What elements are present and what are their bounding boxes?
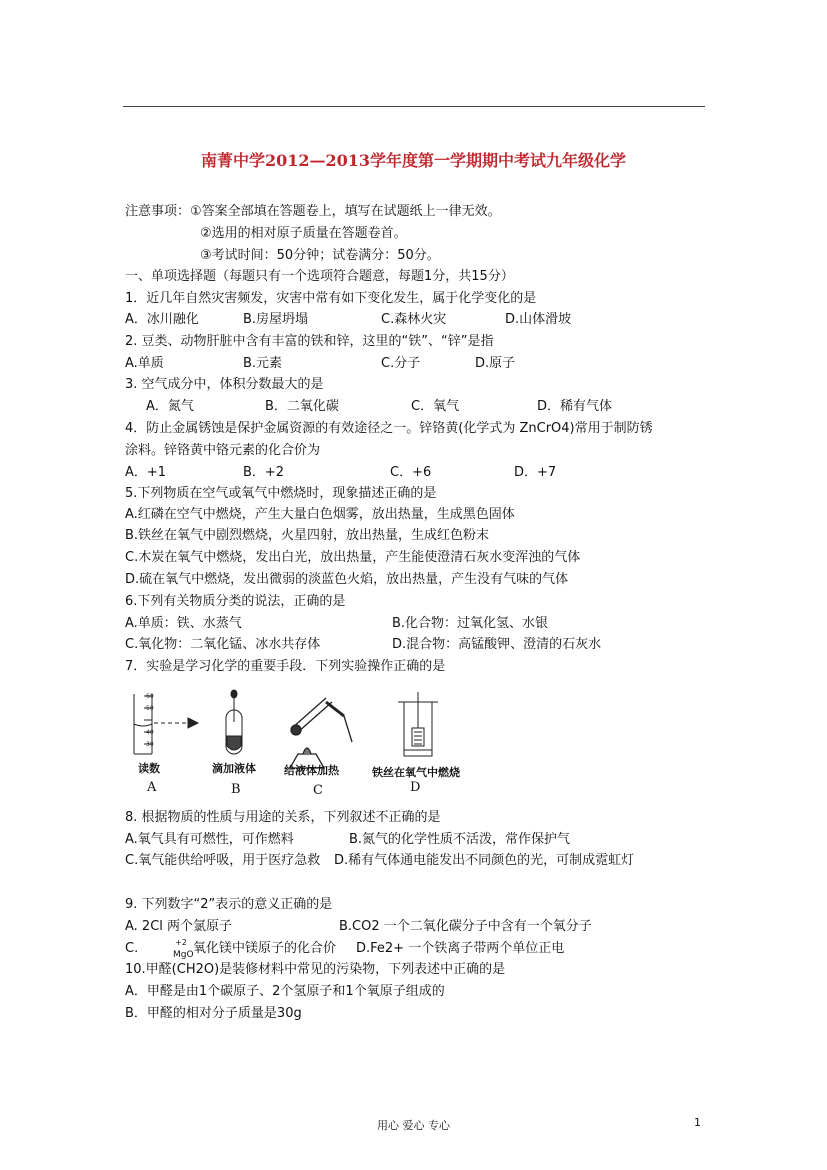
q9-formula: MgO [173,950,194,960]
q4-stem-line1: 4．防止金属锈蚀是保护金属资源的有效途径之一。锌铬黄(化学式为 ZnCrO4)常用于制防锈 [125,421,653,436]
q3-stem: 3. 空气成分中，体积分数最大的是 [125,377,324,392]
q5-option-a: A.红磷在空气中燃烧，产生大量白色烟雾，放出热量，生成黑色固体 [125,507,515,522]
q2-option-a: A.单质 [125,356,164,371]
q9-option-d: D.Fe2+ 一个铁离子带两个单位正电 [356,941,565,956]
notice-line-2: ②选用的相对原子质量在答题卷首。 [200,226,407,241]
q7-letter-a: A [147,780,157,795]
q9-valence-sup: +2 [175,938,187,947]
q4-option-b: B．+2 [243,465,285,480]
q5-option-d: D.硫在氧气中燃烧，发出微弱的淡蓝色火焰，放出热量，产生没有气味的气体 [125,572,569,587]
q3-option-d: D．稀有气体 [537,399,613,414]
q8-stem: 8. 根据物质的性质与用途的关系，下列叙述不正确的是 [125,810,441,825]
q9-option-c-text: 氧化镁中镁原子的化合价 [193,941,337,956]
q10-option-a: A．甲醛是由1个碳原子、2个氢原子和1个氧原子组成的 [125,984,445,999]
scale-40-label: 40 [146,729,154,736]
exam-title: 南菁中学2012—2013学年度第一学期期中考试九年级化学 [200,151,627,170]
q7-experiment-figure [120,688,480,798]
iron-wire-combustion-image [398,692,438,756]
q2-option-d: D.原子 [475,356,516,371]
dropper-test-tube-image [226,690,242,754]
heating-liquid-image [290,698,352,768]
q7-stem: 7．实验是学习化学的重要手段．下列实验操作正确的是 [125,659,446,674]
q9-stem: 9. 下列数字“2”表示的意义正确的是 [125,897,333,912]
page-number: 1 [694,1116,701,1129]
q3-option-c: C．氧气 [411,399,460,414]
q9-option-a: A. 2Cl 两个氯原子 [125,919,233,934]
q7-caption-c: 给液体加热 [284,764,339,777]
scale-60-label: 60 [146,693,154,700]
q4-stem-line2: 涂料。锌铬黄中铬元素的化合价为 [125,443,321,458]
q5-stem: 5.下列物质在空气或氧气中燃烧时，现象描述正确的是 [125,486,437,501]
q4-option-d: D．+7 [514,465,557,480]
q7-letter-c: C [313,783,323,798]
notice-line-1: 注意事项：①答案全部填在答题卷上，填写在试题纸上一律无效。 [125,204,501,219]
section-heading: 一、单项选择题（每题只有一个选项符合题意，每题1分，共15分） [125,269,514,284]
scale-50-label: 50 [146,705,154,712]
q8-option-a: A.氧气具有可燃性，可作燃料 [125,832,294,847]
q4-option-a: A．+1 [125,465,167,480]
q6-option-a: A.单质：铁、水蒸气 [125,616,242,631]
q8-option-d: D.稀有气体通电能发出不同颜色的光，可制成霓虹灯 [334,853,635,868]
q7-letter-d: D [410,780,421,795]
q3-option-b: B．二氧化碳 [265,399,339,414]
q2-option-b: B.元素 [243,356,283,371]
q9-option-c-label: C. [125,941,139,956]
q5-option-b: B.铁丝在氧气中剧烈燃烧，火星四射，放出热量，生成红色粉末 [125,528,490,543]
q1-stem: 1．近几年自然灾害频发，灾害中常有如下变化发生，属于化学变化的是 [125,291,537,306]
q7-caption-b: 滴加液体 [212,762,256,775]
q1-option-a: A．冰川融化 [125,312,199,327]
cylinder-reading-image [134,694,198,754]
header-rule [123,106,705,107]
q8-option-b: B.氮气的化学性质不活泼，常作保护气 [349,832,571,847]
q4-option-c: C．+6 [390,465,432,480]
q6-stem: 6.下列有关物质分类的说法，正确的是 [125,594,346,609]
q6-option-d: D.混合物：高锰酸钾、澄清的石灰水 [392,637,602,652]
q7-caption-a: 读数 [138,762,160,775]
q1-option-d: D.山体滑坡 [505,312,572,327]
q7-letter-b: B [231,782,241,797]
q10-option-b: B．甲醛的相对分子质量是30g [125,1006,302,1021]
q10-stem: 10.甲醛(CH2O)是装修材料中常见的污染物，下列表述中正确的是 [125,962,506,977]
q1-option-b: B.房屋坍塌 [243,312,309,327]
scale-30-label: 30 [146,741,154,748]
notice-line-3: ③考试时间：50分钟；试卷满分：50分。 [200,248,440,263]
q8-option-c: C.氧气能供给呼吸，用于医疗急救 [125,853,321,868]
q6-option-c: C.氧化物：二氧化锰、冰水共存体 [125,637,321,652]
q7-caption-d: 铁丝在氧气中燃烧 [372,766,460,779]
q9-option-b: B.CO2 一个二氧化碳分子中含有一个氧分子 [339,919,592,934]
page-footer: 用心 爱心 专心 [377,1119,450,1132]
q5-option-c: C.木炭在氧气中燃烧，发出白光，放出热量，产生能使澄清石灰水变浑浊的气体 [125,550,581,565]
q3-option-a: A．氮气 [146,399,194,414]
q2-stem: 2. 豆类、动物肝脏中含有丰富的铁和锌，这里的“铁”、“锌”是指 [125,334,494,349]
q1-option-c: C.森林火灾 [381,312,447,327]
q2-option-c: C.分子 [381,356,421,371]
q6-option-b: B.化合物：过氧化氢、水银 [392,616,549,631]
